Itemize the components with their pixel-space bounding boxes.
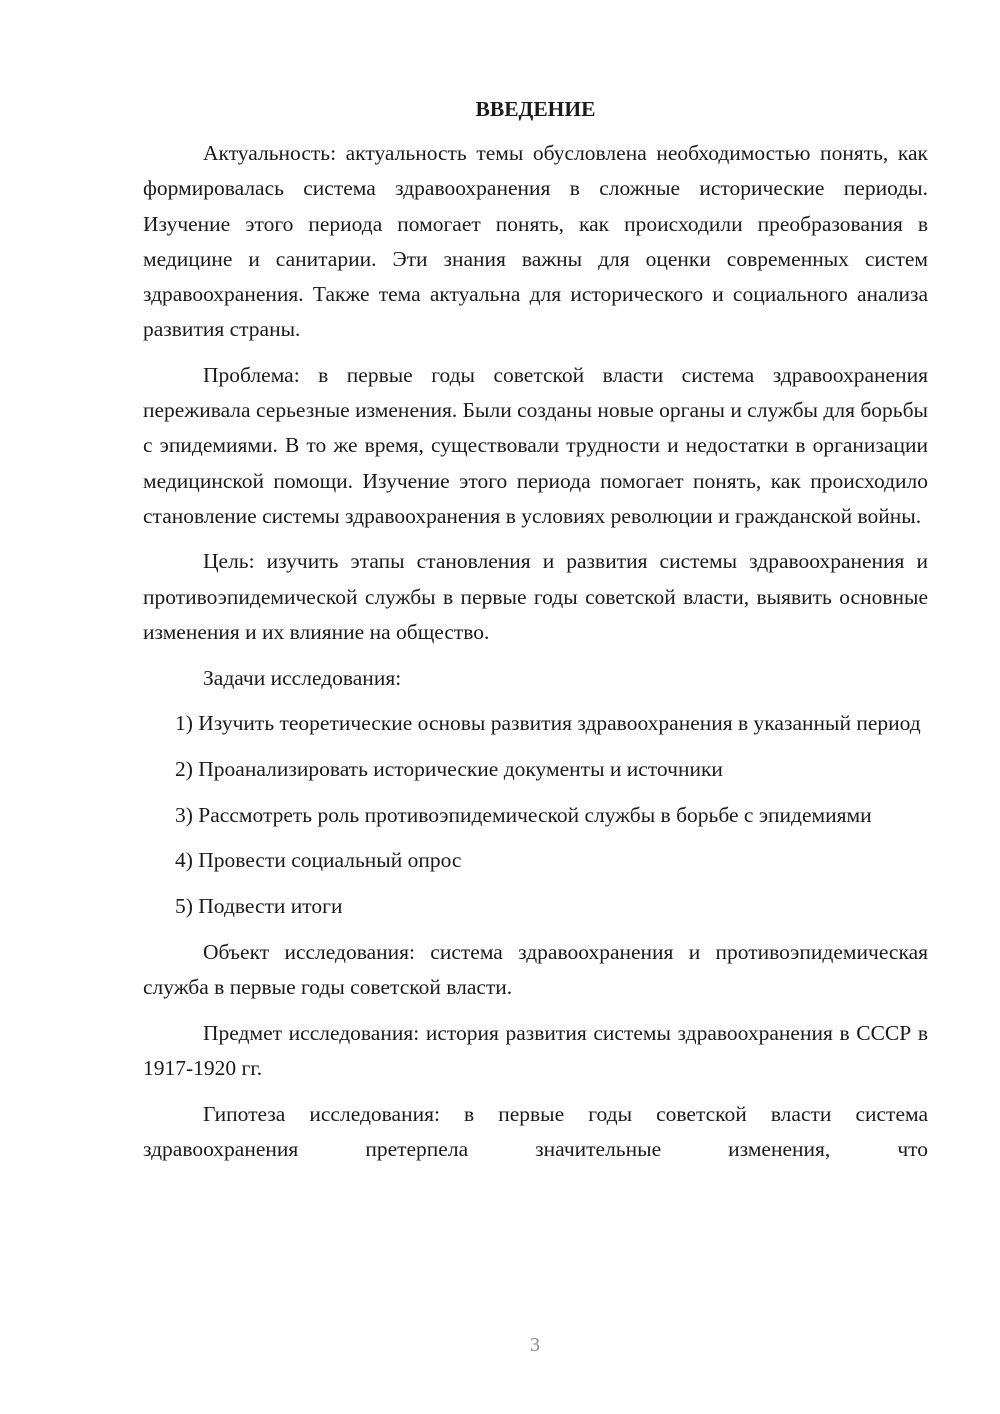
task-item-4: 4) Провести социальный опрос [175,848,462,873]
task-item-1: 1) Изучить теоретические основы развития здравоохранения в указанный период [175,711,921,736]
object-paragraph: Объект исследования: система здравоохранения и противоэпидемическая служба в первые годы советской власти. [143,939,928,999]
page-number: 3 [530,1334,540,1356]
relevance-paragraph: Актуальность: актуальность темы обусловлена необходимостью понять, как формировалась система здравоохранения в сложные исторические периоды. Изучение этого периода помогает понять, как происходили преобразования в медицине и санитарии. Эти знания важны для оценки современных систем здравоохранения. Также тема актуальна для исторического и социального анализа развития страны. [143,141,928,342]
hypothesis-paragraph: Гипотеза исследования: в первые годы советской власти система здравоохранения претерпела значительные изменения, что [143,1101,928,1161]
tasks-heading: Задачи исследования: [203,665,402,690]
document-page [143,92,928,1177]
task-item-3: 3) Рассмотреть роль противоэпидемической службы в борьбе с эпидемиями [175,802,872,827]
task-item-2: 2) Проанализировать исторические документы и источники [175,756,723,781]
subject-paragraph: Предмет исследования: история развития системы здравоохранения в СССР в 1917-1920 гг. [143,1020,928,1080]
problem-paragraph: Проблема: в первые годы советской власти система здравоохранения переживала серьезные изменения. Были созданы новые органы и службы для борьбы с эпидемиями. В то же время, существовали трудности и недостатки в организации медицинской помощи. Изучение этого периода помогает понять, как происходило становление системы здравоохранения в условиях революции и гражданской войны. [143,362,928,528]
goal-paragraph: Цель: изучить этапы становления и развития системы здравоохранения и противоэпидемической службы в первые годы советской власти, выявить основные изменения и их влияние на общество. [143,549,928,644]
section-title: ВВЕДЕНИЕ [475,97,596,121]
task-item-5: 5) Подвести итоги [175,894,343,919]
